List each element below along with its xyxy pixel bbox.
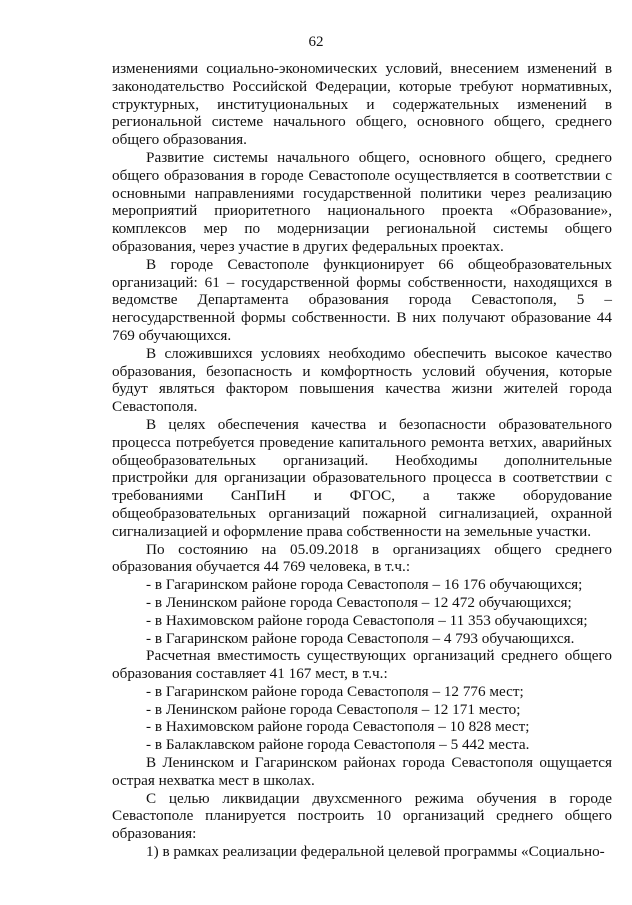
list-item: - в Нахимовском районе города Севастополя – 11 353 обучающихся; bbox=[146, 611, 588, 629]
paragraph: В сложившихся условиях необходимо обеспечить высокое качество образования, безопасность и комфортность условий обучения, которые будут являться фактором повышения качества жизни жителей города Севастополя. bbox=[112, 344, 612, 416]
paragraph: Развитие системы начального общего, основного общего, среднего общего образования в городе Севастополе осуществляется в соответствии с основными направлениями государственной политики через реализацию мероприятий приоритетного национального проекта «Образование», комплексов мер по модернизации региональной системы общего образования, через участие в других федеральных проектах. bbox=[112, 148, 612, 255]
paragraph: По состоянию на 05.09.2018 в организациях общего среднего образования обучается 44 769 человека, в т.ч.: bbox=[112, 540, 612, 576]
list-item: - в Ленинском районе города Севастополя – 12 171 место; bbox=[146, 700, 521, 718]
document-body bbox=[112, 60, 612, 861]
list-item: - в Балаклавском районе города Севастополя – 5 442 места. bbox=[146, 736, 530, 754]
list-item: - в Гагаринском районе города Севастополя – 4 793 обучающихся. bbox=[146, 629, 575, 647]
list-item: - в Гагаринском районе города Севастополя – 12 776 мест; bbox=[146, 682, 524, 700]
paragraph: Расчетная вместимость существующих организаций среднего общего образования составляет 41 167 мест, в т.ч.: bbox=[112, 647, 612, 683]
paragraph: С целью ликвидации двухсменного режима обучения в городе Севастополе планируется построить 10 организаций среднего общего образования: bbox=[112, 789, 612, 843]
list-item: - в Ленинском районе города Севастополя – 12 472 обучающихся; bbox=[146, 593, 572, 611]
list-item: - в Гагаринском районе города Севастополя – 16 176 обучающихся; bbox=[146, 576, 583, 594]
list-item: - в Нахимовском районе города Севастополя – 10 828 мест; bbox=[146, 718, 530, 736]
paragraph: изменениями социально-экономических условий, внесением изменений в законодательство Российской Федерации, которые требуют нормативных, структурных, институциональных и содержательных изменений в региональной системе начального общего, основного общего, среднего общего образования. bbox=[112, 60, 612, 149]
paragraph: В Ленинском и Гагаринском районах города Севастополя ощущается острая нехватка мест в школах. bbox=[112, 754, 612, 789]
paragraph: 1) в рамках реализации федеральной целевой программы «Социально- bbox=[146, 843, 605, 861]
page-number: 62 bbox=[308, 34, 324, 50]
paragraph: В городе Севастополе функционирует 66 общеобразовательных организаций: 61 – государственной формы собственности, находящихся в ведомстве Департамента образования города Севастополя, 5 – негосударственной формы собственности. В них получают образование 44 769 обучающихся. bbox=[112, 255, 612, 344]
paragraph: В целях обеспечения качества и безопасности образовательного процесса потребуется проведение капитального ремонта ветхих, аварийных общеобразовательных организаций. Необходимы дополнительные пристройки для организации образовательного процесса в соответствии с требованиями СанПиН и ФГОС, а также оборудование общеобразовательных организаций пожарной сигнализацией, охранной сигнализацией и оформление права собственности на земельные участки. bbox=[112, 415, 612, 540]
